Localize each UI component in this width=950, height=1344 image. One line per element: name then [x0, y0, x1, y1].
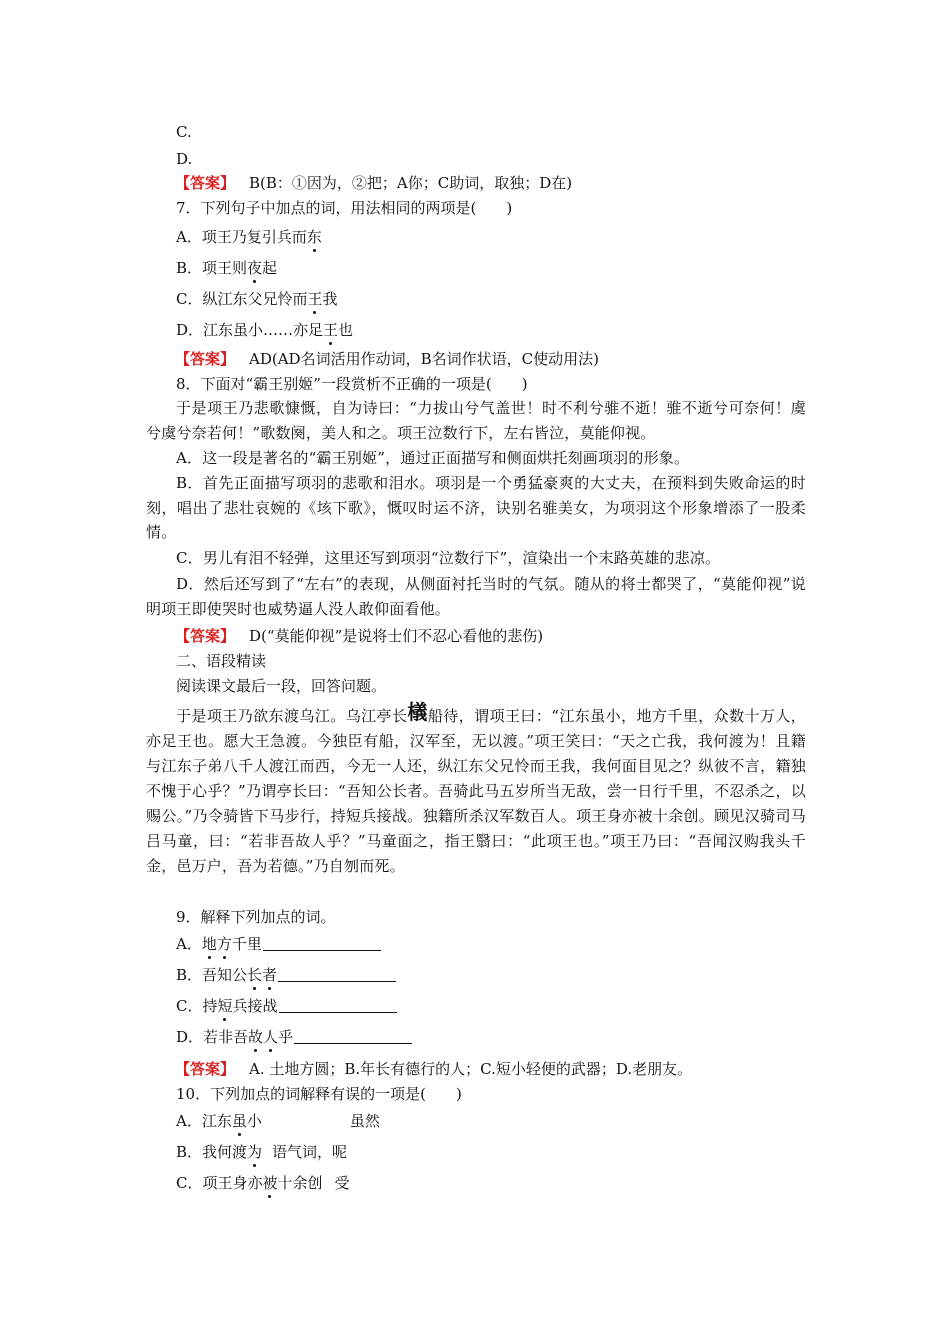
q6-answer-text: B(B：①因为，②把；A你；C助词，取独；D在) [249, 174, 573, 192]
emphasis-dot-char: 故 [248, 1028, 264, 1046]
section-instruction: 阅读课文最后一段，回答问题。 [176, 677, 387, 695]
q8-option-d: D．然后还写到了“左右”的表现，从侧面衬托当时的气氛。随从的将士都哭了，“莫能仰视”说明项王即使哭时也威势逼人没人敢仰面看他。 [146, 575, 806, 618]
q6-option-c: C. [176, 123, 192, 141]
section-title: 二、语段精读 [176, 652, 267, 670]
q10-c-post: 十余创 [277, 1174, 323, 1192]
q10-option-b [176, 1143, 347, 1161]
emphasis-dot-char: 短 [217, 997, 233, 1015]
answer-blank[interactable] [294, 1029, 412, 1044]
emphasis-dot-char: 夜 [247, 259, 263, 277]
answer-label: 【答案】 [175, 174, 236, 192]
q9-answer-text: A. 土地方圆；B.年长有德行的人；C.短小轻便的武器；D.老朋友。 [249, 1060, 693, 1078]
q7-b-post: 起 [262, 259, 278, 277]
q9-a-post: 千里 [231, 935, 262, 953]
emphasis-dot-char: 方 [216, 935, 232, 953]
emphasis-dot-char: 为 [247, 1143, 263, 1161]
q10-a-gloss: 虽然 [349, 1112, 380, 1130]
emphasis-dot-char: 东 [306, 228, 322, 246]
emphasis-dot-char: 者 [262, 966, 278, 984]
emphasis-dot-char: 地 [201, 935, 217, 953]
q8-passage: 于是项王乃悲歌慷慨，自为诗曰：“力拔山兮气盖世！时不利兮骓不逝！骓不逝兮可奈何！虞兮虞兮奈若何！”歌数阕，美人和之。项王泣数行下，左右皆泣，莫能仰视。 [146, 399, 806, 442]
q8-option-b: B．首先正面描写项羽的悲歌和泪水。项羽是一个勇猛豪爽的大丈夫，在预料到失败命运的时刻，唱出了悲壮哀婉的《垓下歌》，慨叹时运不济，诀别名骓美女，为项羽这个形象增添了一股柔情。 [146, 474, 806, 541]
emphasis-dot-char: 虽 [231, 1112, 247, 1130]
reading-passage [146, 700, 806, 879]
q10-c-gloss: 受 [334, 1174, 350, 1192]
q8-answer [175, 627, 543, 645]
emphasis-dot-char: 王 [307, 290, 323, 308]
q8-answer-text: D(“莫能仰视”是说将士们不忍心看他的悲伤) [249, 627, 544, 645]
q9-option-c [176, 997, 397, 1015]
emphasis-dot-char: 王 [323, 321, 339, 339]
answer-blank[interactable] [278, 967, 396, 982]
q6-option-d: D. [176, 150, 193, 168]
answer-blank[interactable] [279, 998, 397, 1013]
q10-b-gloss: 语气词，呢 [272, 1143, 348, 1161]
q9-a-prefix: A． [176, 935, 202, 953]
q9-d-prefix: D．若非吾 [176, 1028, 249, 1046]
q7-option-b [176, 259, 277, 277]
q10-option-c [176, 1174, 350, 1192]
answer-label: 【答案】 [175, 1060, 236, 1078]
q7-c-post: 我 [322, 290, 338, 308]
q9-answer [175, 1060, 692, 1078]
emphasis-dot-char: 被 [262, 1174, 278, 1192]
q6-answer [175, 174, 572, 192]
q8-option-a: A．这一段是著名的“霸王别姬”，通过正面描写和侧面烘托刻画项羽的形象。 [176, 449, 690, 467]
q7-answer-text: AD(AD名词活用作动词，B名词作状语，C使动用法) [249, 350, 599, 368]
q7-stem: 7．下列句子中加点的词，用法相同的两项是( ) [176, 199, 513, 217]
answer-label: 【答案】 [175, 627, 236, 645]
q10-option-a [176, 1112, 380, 1130]
q7-d-post: 也 [338, 321, 354, 339]
emphasis-dot-char: 人 [263, 1028, 279, 1046]
q10-c-prefix: C．项王身亦 [176, 1174, 263, 1192]
q9-option-b [176, 966, 396, 984]
q7-c-text: C．纵江东父兄怜而 [176, 290, 308, 308]
passage-text-rest: 船待，谓项王曰：“江东虽小，地方千里，众数十万人，亦足王也。愿大王急渡。今独臣有船，汉军至，无以渡。”项王笑曰：“天之亡我，我何渡为！且籍与江东子弟八千人渡江而西，今无一人还，纵江东父兄怜而王我，我何面目见之？纵彼不言，籍独不愧于心乎？”乃谓亭长曰：“吾知公长者。吾骑此马五岁所当无敌，尝一日行千里，不忍杀之，以赐公。”乃令骑皆下马步行，持短兵接战。独籍所杀汉军数百人。项王身亦被十余创。顾见汉骑司马吕马童，曰：“若非吾故人乎？”马童面之，指王翳曰：“此项王也。”项王乃曰：“吾闻汉购我头千金，邑万户，吾为若德。”乃自刎而死。 [146, 707, 806, 875]
q7-option-a [176, 228, 322, 246]
q10-stem: 10．下列加点的词解释有误的一项是( ) [176, 1085, 462, 1103]
q7-b-text: B．项王则 [176, 259, 248, 277]
q10-a-post: 小 [246, 1112, 262, 1130]
q9-c-post: 兵接战 [232, 997, 278, 1015]
q9-d-post: 乎 [278, 1028, 294, 1046]
passage-rare-char: 檥 [407, 700, 428, 724]
q10-b-prefix: B．我何渡 [176, 1143, 248, 1161]
answer-blank[interactable] [263, 936, 381, 951]
emphasis-dot-char: 长 [247, 966, 263, 984]
q7-option-d [176, 321, 353, 339]
q7-a-text: A．项王乃复引兵而 [176, 228, 307, 246]
q10-a-prefix: A．江东 [176, 1112, 232, 1130]
q7-d-text: D．江东虽小……亦足 [176, 321, 324, 339]
q9-b-prefix: B．吾知公 [176, 966, 248, 984]
passage-text-start: 于是项王乃欲东渡乌江。乌江亭长 [176, 707, 408, 725]
q7-option-c [176, 290, 338, 308]
answer-label: 【答案】 [175, 350, 236, 368]
q9-option-d [176, 1028, 412, 1046]
q9-option-a [176, 935, 381, 953]
q7-answer [175, 350, 599, 368]
q9-c-prefix: C．持 [176, 997, 218, 1015]
q9-stem: 9．解释下列加点的词。 [176, 908, 336, 926]
q8-stem: 8．下面对“霸王别姬”一段赏析不正确的一项是( ) [176, 375, 528, 393]
q8-option-c: C．男儿有泪不轻弹，这里还写到项羽“泣数行下”，渲染出一个末路英雄的悲凉。 [176, 549, 721, 567]
